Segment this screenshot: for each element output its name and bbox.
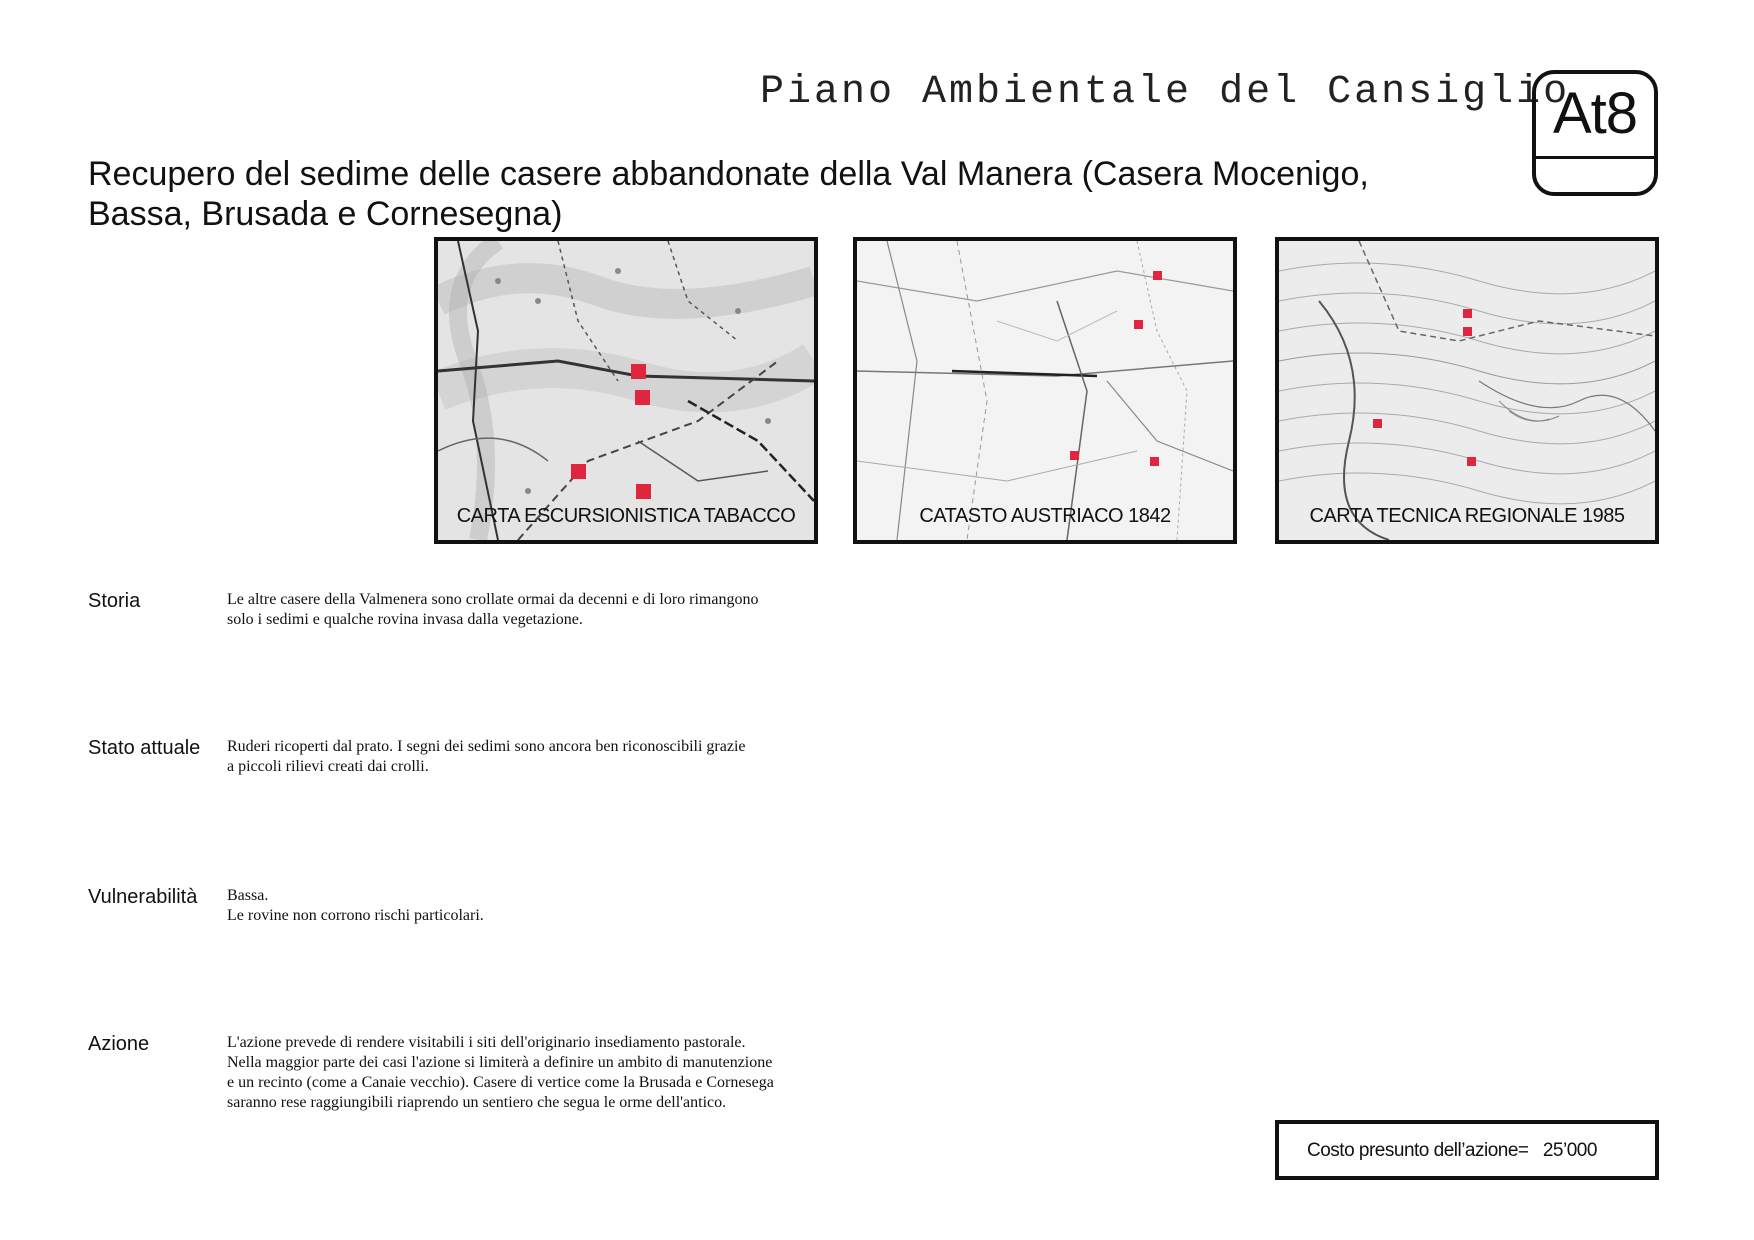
section-body-stato-attuale [227, 737, 827, 777]
map-ctr-marker [1373, 419, 1382, 428]
section-label-azione: Azione [88, 1033, 150, 1055]
section-line: Le altre casere della Valmenera sono crollate ormai da decenni e di loro rimangono [227, 591, 759, 608]
map-tabacco [434, 237, 818, 544]
section-line: Nella maggior parte dei casi l'azione si limiterà a definire un ambito di manutenzione [227, 1054, 773, 1071]
map-catasto-caption: CATASTO AUSTRIACO 1842 [919, 505, 1171, 527]
map-tabacco-marker [631, 364, 646, 379]
cost-label: Costo presunto dell’azione= [1307, 1140, 1529, 1161]
cost-value: 25’000 [1542, 1140, 1597, 1161]
map-ctr-marker [1463, 309, 1472, 318]
map-tabacco-marker [636, 484, 651, 499]
map-catasto-marker [1134, 320, 1143, 329]
section-label-vulnerabilita: Vulnerabilità [88, 886, 198, 908]
section-line: a piccoli rilievi creati dai crolli. [227, 758, 429, 775]
section-line: L'azione prevede di rendere visitabili i siti dell'originario insediamento pastorale. [227, 1034, 746, 1051]
document-title-line-1: Recupero del sedime delle casere abbandonate della Val Manera (Casera Mocenigo, [88, 155, 1369, 193]
sheet-code: At8 [1552, 81, 1638, 146]
section-body-azione [227, 1033, 827, 1113]
section-body-vulnerabilita [227, 886, 827, 926]
project-title: Piano Ambientale del Cansiglio [760, 70, 1571, 115]
section-label-stato-attuale: Stato attuale [88, 737, 201, 759]
document-title [88, 154, 1468, 234]
section-label-storia: Storia [88, 590, 141, 612]
map-ctr-marker [1463, 327, 1472, 336]
map-carta-tecnica-regionale [1275, 237, 1659, 544]
map-catasto-marker [1153, 271, 1162, 280]
map-catasto-drawing [857, 241, 1233, 540]
section-body-storia [227, 590, 827, 630]
map-catasto-austriaco [853, 237, 1237, 544]
map-ctr-caption: CARTA TECNICA REGIONALE 1985 [1309, 505, 1625, 527]
map-ctr-drawing [1279, 241, 1655, 540]
section-line: Ruderi ricoperti dal prato. I segni dei sedimi sono ancora ben riconoscibili grazie [227, 738, 746, 755]
map-tabacco-marker [571, 464, 586, 479]
map-ctr-marker [1467, 457, 1476, 466]
section-line: e un recinto (come a Canaie vecchio). Casere di vertice come la Brusada e Cornesega [227, 1074, 774, 1091]
map-tabacco-drawing [438, 241, 814, 540]
section-line: Bassa. [227, 887, 269, 904]
section-line: Le rovine non corrono rischi particolari. [227, 907, 484, 924]
map-tabacco-marker [635, 390, 650, 405]
map-catasto-marker [1150, 457, 1159, 466]
map-catasto-marker [1070, 451, 1079, 460]
badge-divider [1536, 156, 1654, 159]
map-tabacco-caption: CARTA ESCURSIONISTICA TABACCO [456, 505, 796, 527]
cost-box [1275, 1120, 1659, 1180]
cost-text [1307, 1140, 1597, 1162]
document-title-line-2: Bassa, Brusada e Cornesegna) [88, 195, 563, 233]
section-line: saranno rese raggiungibili riaprendo un sentiero che segua le orme dell'antico. [227, 1094, 727, 1111]
sheet-code-badge [1532, 70, 1658, 196]
section-line: solo i sedimi e qualche rovina invasa dalla vegetazione. [227, 611, 583, 628]
